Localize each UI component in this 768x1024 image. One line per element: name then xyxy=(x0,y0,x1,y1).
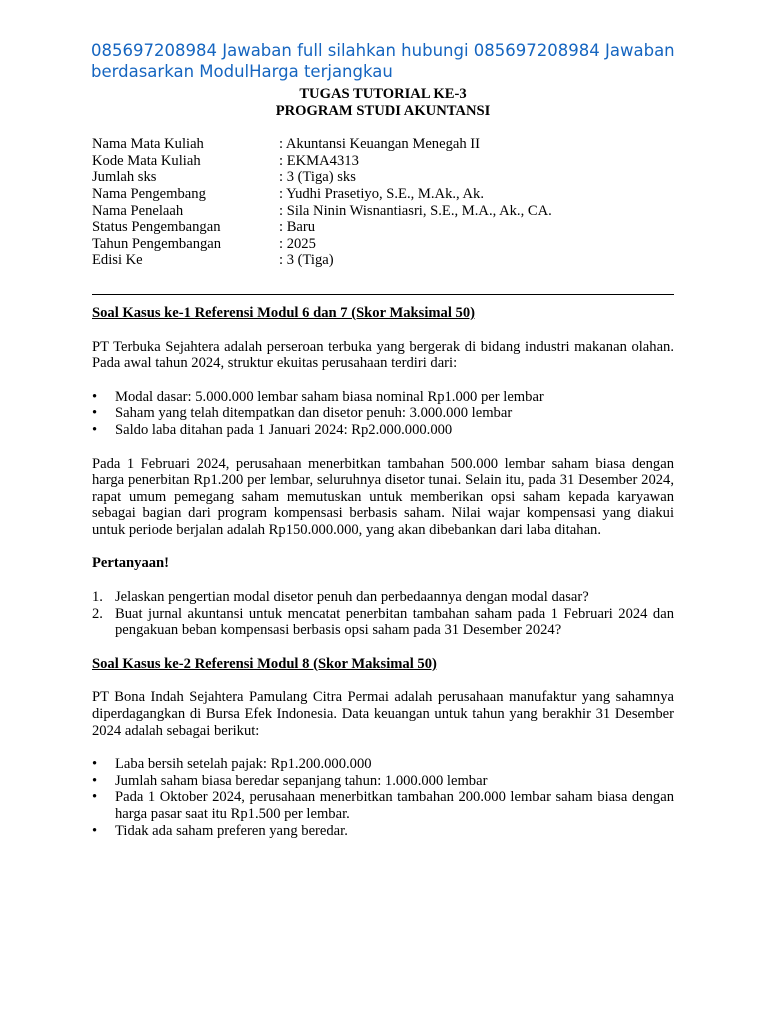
info-value: : 2025 xyxy=(279,235,316,252)
case2-intro: PT Bona Indah Sejahtera Pamulang Citra Permai adalah perusahaan manufaktur yang sahamnya diperdagangkan di Bursa Efek Indonesia. Data keuangan untuk tahun yang berakhir 31 Desember 2024 adalah sebagai berikut: xyxy=(92,689,674,739)
question-item xyxy=(92,606,674,639)
info-label: Nama Penelaah xyxy=(92,202,184,219)
info-label: Jumlah sks xyxy=(92,169,157,186)
info-label: Edisi Ke xyxy=(92,252,143,269)
case1-intro: PT Terbuka Sejahtera adalah perseroan terbuka yang bergerak di bidang industri makanan olahan. Pada awal tahun 2024, struktur ekuitas perusahaan terdiri dari: xyxy=(92,338,674,372)
case1-body: Pada 1 Februari 2024, perusahaan menerbitkan tambahan 500.000 lembar saham biasa dengan harga penerbitan Rp1.200 per lembar, seluruhnya disetor tunai. Selain itu, pada 31 Desember 2024, rapat umum pemegang saham memutuskan untuk memberikan opsi saham kepada karyawan sebagai bagian dari program kompensasi berbasis saham. Nilai wajar kompensasi yang diakui untuk periode berjalan adalah Rp150.000.000, yang akan dibebankan dari laba ditahan. xyxy=(92,455,674,538)
info-row xyxy=(92,236,674,253)
info-label: Tahun Pengembangan xyxy=(92,235,222,252)
info-row xyxy=(92,203,674,220)
info-row xyxy=(92,186,674,203)
section-divider xyxy=(92,294,674,295)
list-item-text: Modal dasar: 5.000.000 lembar saham biasa nominal Rp1.000 per lembar xyxy=(115,388,544,405)
info-label: Status Pengembangan xyxy=(92,219,221,236)
question-text: Buat jurnal akuntansi untuk mencatat penerbitan tambahan saham pada 1 Februari 2024 dan pengakuan beban kompensasi berbasis opsi saham pada 31 Desember 2024? xyxy=(115,605,674,639)
info-value: : Baru xyxy=(279,219,316,236)
list-item xyxy=(92,823,674,840)
info-row xyxy=(92,252,674,269)
info-value: : Akuntansi Keuangan Menegah II xyxy=(279,136,481,153)
question-number: 1. xyxy=(92,589,103,606)
case1-title: Soal Kasus ke-1 Referensi Modul 6 dan 7 (Skor Maksimal 50) xyxy=(92,304,475,321)
info-value: : EKMA4313 xyxy=(279,152,359,169)
bullet-icon: • xyxy=(92,388,98,405)
question-heading: Pertanyaan! xyxy=(92,555,170,572)
list-item xyxy=(92,756,674,773)
list-item xyxy=(92,773,674,790)
bullet-icon: • xyxy=(92,756,98,773)
bullet-icon: • xyxy=(92,405,98,422)
document-title: TUGAS TUTORIAL KE-3 xyxy=(299,86,467,102)
assignment-document xyxy=(92,86,674,839)
question-text: Jelaskan pengertian modal disetor penuh dan perbedaannya dengan modal dasar? xyxy=(115,589,589,606)
info-value: : Yudhi Prasetiyo, S.E., M.Ak., Ak. xyxy=(279,185,484,202)
list-item-text: Pada 1 Oktober 2024, perusahaan menerbitkan tambahan 200.000 lembar saham biasa dengan harga pasar saat itu Rp1.500 per lembar. xyxy=(115,789,674,822)
list-item-text: Saldo laba ditahan pada 1 Januari 2024: Rp2.000.000.000 xyxy=(115,421,453,438)
course-info-table xyxy=(92,136,674,269)
bullet-icon: • xyxy=(92,421,98,438)
question-item xyxy=(92,589,674,606)
list-item-text: Tidak ada saham preferen yang beredar. xyxy=(115,822,348,839)
list-item xyxy=(92,405,674,422)
list-item-text: Laba bersih setelah pajak: Rp1.200.000.000 xyxy=(115,756,372,773)
case2-title: Soal Kasus ke-2 Referensi Modul 8 (Skor Maksimal 50) xyxy=(92,655,437,672)
case1-bullet-list xyxy=(92,389,674,439)
info-row xyxy=(92,153,674,170)
contact-banner: 085697208984 Jawaban full silahkan hubungi 085697208984 Jawaban berdasarkan ModulHarga terjangkau xyxy=(91,41,675,81)
info-label: Nama Pengembang xyxy=(92,185,206,202)
document-subtitle: PROGRAM STUDI AKUNTANSI xyxy=(275,102,491,119)
info-row xyxy=(92,219,674,236)
question-number: 2. xyxy=(92,605,103,622)
info-value: : 3 (Tiga) sks xyxy=(279,169,356,186)
list-item xyxy=(92,789,674,822)
info-label: Nama Mata Kuliah xyxy=(92,136,204,153)
list-item-text: Saham yang telah ditempatkan dan disetor penuh: 3.000.000 lembar xyxy=(115,405,513,422)
bullet-icon: • xyxy=(92,772,98,789)
info-value: : 3 (Tiga) xyxy=(279,252,334,269)
case1-question-list xyxy=(92,589,674,639)
case2-bullet-list xyxy=(92,756,674,839)
list-item xyxy=(92,389,674,406)
info-label: Kode Mata Kuliah xyxy=(92,152,201,169)
info-value: : Sila Ninin Wisnantiasri, S.E., M.A., Ak., CA. xyxy=(279,202,552,219)
list-item-text: Jumlah saham biasa beredar sepanjang tahun: 1.000.000 lembar xyxy=(115,772,488,789)
info-row xyxy=(92,136,674,153)
bullet-icon: • xyxy=(92,822,98,839)
bullet-icon: • xyxy=(92,789,98,806)
list-item xyxy=(92,422,674,439)
info-row xyxy=(92,169,674,186)
